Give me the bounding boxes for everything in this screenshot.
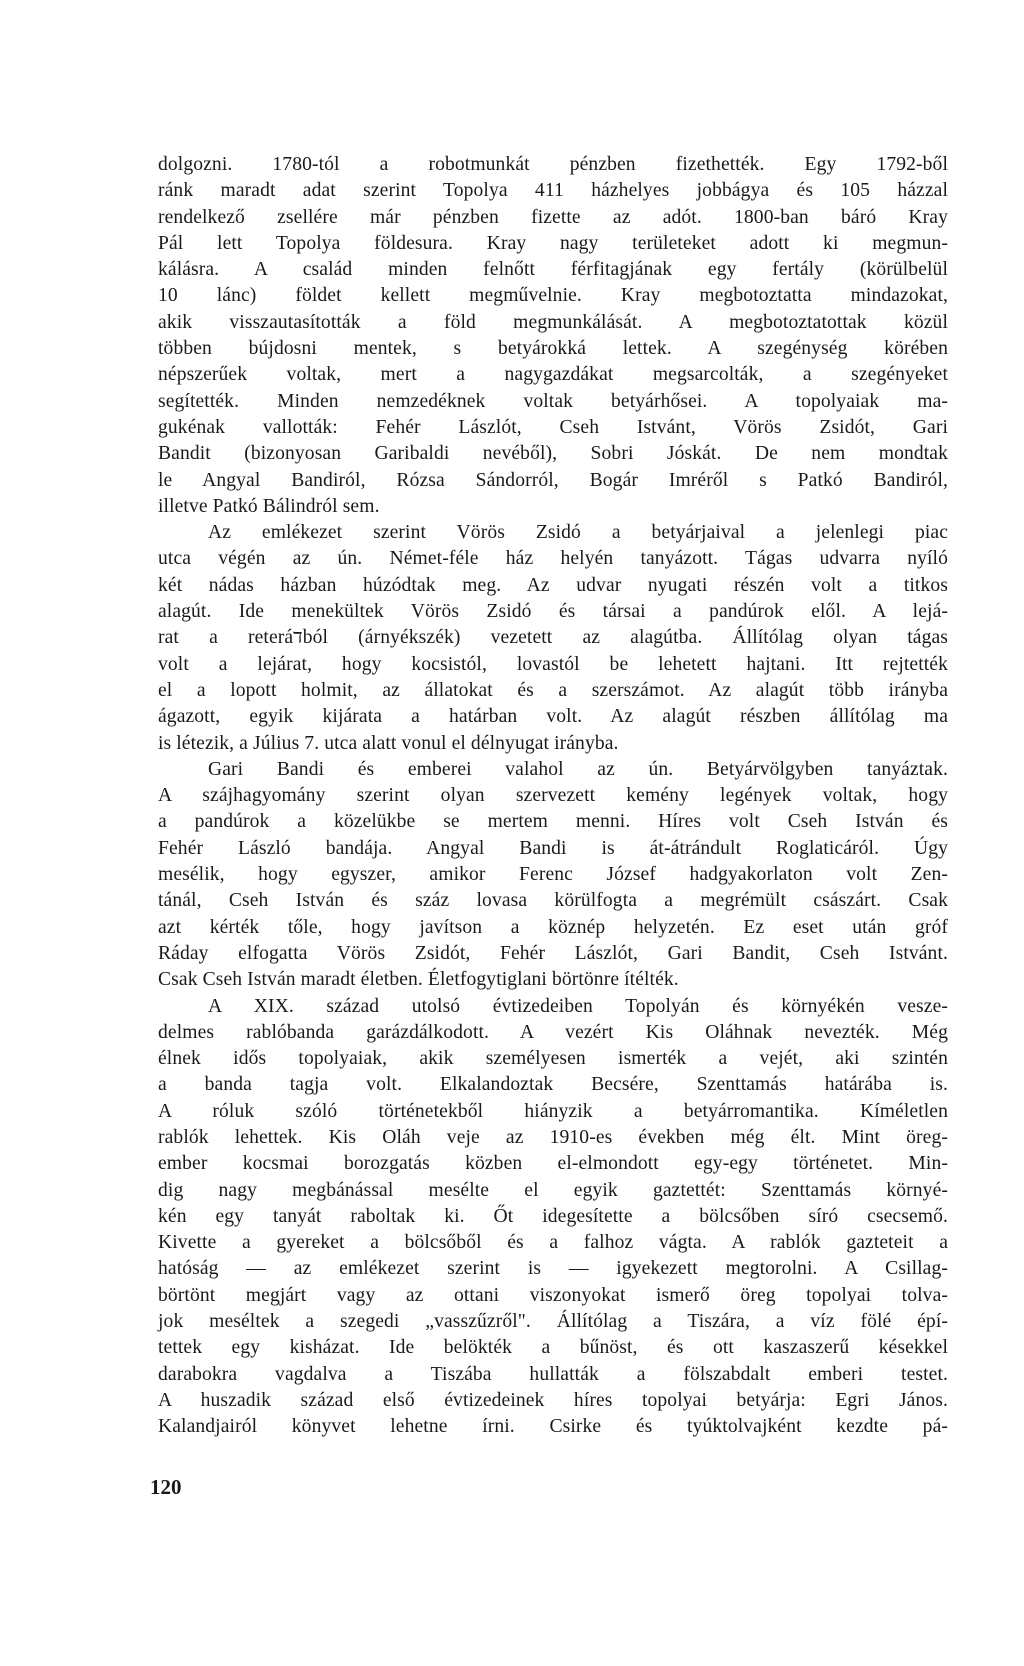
text-line: Kalandjairól könyvet lehetne írni. Csirke és tyúktolvajként kezdte pá- bbox=[158, 1416, 948, 1438]
text-line: tettek egy kisházat. Ide belökték a bűnöst, és ott kaszaszerű késekkel bbox=[158, 1337, 948, 1359]
text-line: Az emlékezet szerint Vörös Zsidó a betyárjaival a jelenlegi piac bbox=[208, 522, 948, 544]
text-line: kén egy tanyát raboltak ki. Őt idegesítette a bölcsőben síró csecsemő. bbox=[158, 1205, 948, 1227]
text-line: delmes rablóbanda garázdálkodott. A vezért Kis Oláhnak nevezték. Még bbox=[158, 1021, 948, 1043]
text-line: el a lopott holmit, az állatokat és a szerszámot. Az alagút több irányba bbox=[158, 679, 948, 701]
text-line: hatóság — az emlékezet szerint is — igyekezett megtorolni. A Csillag- bbox=[158, 1258, 948, 1280]
text-line: Csak Cseh István maradt életben. Életfogytiglani börtönre ítélték. bbox=[158, 969, 679, 991]
text-line: A róluk szóló történetekből hiányzik a betyárromantika. Kíméletlen bbox=[158, 1100, 948, 1122]
text-line: élnek idős topolyaiak, akik személyesen ismerték a vejét, aki szintén bbox=[158, 1048, 948, 1070]
text-line: illetve Patkó Bálindról sem. bbox=[158, 495, 380, 517]
text-line: utca végén az ún. Német-féle ház helyén tanyázott. Tágas udvarra nyíló bbox=[158, 548, 948, 570]
text-line: ember kocsmai borozgatás közben el-elmondott egy-egy történetet. Min- bbox=[158, 1153, 948, 1175]
text-line: kálásra. A család minden felnőtt férfitagjának egy fertály (körülbelül bbox=[158, 259, 948, 281]
text-line: börtönt megjárt vagy az ottani viszonyokat ismerő öreg topolyai tolva- bbox=[158, 1284, 948, 1306]
text-line: darabokra vagdalva a Tiszába hullatták a fölszabdalt emberi testet. bbox=[158, 1363, 948, 1385]
text-line: A huszadik század első évtizedeinek híres topolyai betyárja: Egri János. bbox=[158, 1389, 948, 1411]
text-line: gukénak vallották: Fehér Lászlót, Cseh Istvánt, Vörös Zsidót, Gari bbox=[158, 416, 948, 438]
text-line: Kivette a gyereket a bölcsőből és a falhoz vágta. A rablók gazteteit a bbox=[158, 1232, 948, 1254]
body-text bbox=[158, 152, 948, 1441]
text-line: volt a lejárat, hogy kocsistól, lovastól be lehetett hajtani. Itt rejtették bbox=[158, 653, 948, 675]
text-line: rat a reteráדból (árnyékszék) vezetett az alagútba. Állítólag olyan tágas bbox=[158, 627, 948, 649]
text-line: tánál, Cseh István és száz lovasa körülfogta a megrémült császárt. Csak bbox=[158, 890, 948, 912]
text-line: a banda tagja volt. Elkalandoztak Becsére, Szenttamás határába is. bbox=[158, 1074, 948, 1096]
page-number: 120 bbox=[150, 1475, 182, 1499]
text-line: dolgozni. 1780-tól a robotmunkát pénzben fizethették. Egy 1792-ből bbox=[158, 154, 948, 175]
text-line: rablók lehettek. Kis Oláh veje az 1910-es években még élt. Mint öreg- bbox=[158, 1126, 948, 1148]
text-line: a pandúrok a közelükbe se mertem menni. Híres volt Cseh István és bbox=[158, 811, 948, 833]
text-line: dig nagy megbánással mesélte el egyik gaztettét: Szenttamás környé- bbox=[158, 1179, 948, 1201]
text-line: többen bújdosni mentek, s betyárokká lettek. A szegénység körében bbox=[158, 338, 948, 360]
text-line: 10 lánc) földet kellett megművelnie. Kray megbotoztatta mindazokat, bbox=[158, 285, 948, 307]
text-line: rendelkező zsellére már pénzben fizette az adót. 1800-ban báró Kray bbox=[158, 206, 948, 228]
text-line: alagút. Ide menekültek Vörös Zsidó és társai a pandúrok elől. A lejá- bbox=[158, 601, 948, 623]
text-line: A XIX. század utolsó évtizedeiben Topolyán és környékén vesze- bbox=[208, 995, 948, 1017]
text-line: A szájhagyomány szerint olyan szervezett kemény legények voltak, hogy bbox=[158, 785, 948, 807]
text-line: Pál lett Topolya földesura. Kray nagy területeket adott ki megmun- bbox=[158, 232, 948, 254]
text-line: ágazott, egyik kijárata a határban volt. Az alagút részben állítólag ma bbox=[158, 706, 948, 728]
text-line: segítették. Minden nemzedéknek voltak betyárhősei. A topolyaiak ma- bbox=[158, 390, 948, 412]
text-line: Gari Bandi és emberei valahol az ún. Betyárvölgyben tanyáztak. bbox=[208, 758, 948, 780]
text-line: Ráday elfogatta Vörös Zsidót, Fehér Lászlót, Gari Bandit, Cseh Istvánt. bbox=[158, 942, 948, 964]
text-line: Bandit (bizonyosan Garibaldi nevéből), Sobri Jóskát. De nem mondtak bbox=[158, 443, 948, 465]
text-line: ránk maradt adat szerint Topolya 411 házhelyes jobbágya és 105 házzal bbox=[158, 180, 948, 202]
text-line: le Angyal Bandiról, Rózsa Sándorról, Bogár Imréről s Patkó Bandiról, bbox=[158, 469, 948, 491]
text-line: két nádas házban húzódtak meg. Az udvar nyugati részén volt a titkos bbox=[158, 574, 948, 596]
text-line: mesélik, hogy egyszer, amikor Ferenc József hadgyakorlaton volt Zen- bbox=[158, 864, 948, 886]
text-line: akik visszautasították a föld megmunkálását. A megbotoztatottak közül bbox=[158, 311, 948, 333]
text-line: jok meséltek a szegedi „vasszűzről". Állítólag a Tiszára, a víz fölé épí- bbox=[158, 1311, 948, 1333]
text-line: népszerűek voltak, mert a nagygazdákat megsarcolták, a szegényeket bbox=[158, 364, 948, 386]
text-line: azt kérték tőle, hogy javítson a köznép helyzetén. Ez eset után gróf bbox=[158, 916, 948, 938]
text-line: is létezik, a Július 7. utca alatt vonul el délnyugat irányba. bbox=[158, 732, 619, 754]
text-line: Fehér László bandája. Angyal Bandi is át-átrándult Roglaticáról. Úgy bbox=[158, 837, 948, 859]
